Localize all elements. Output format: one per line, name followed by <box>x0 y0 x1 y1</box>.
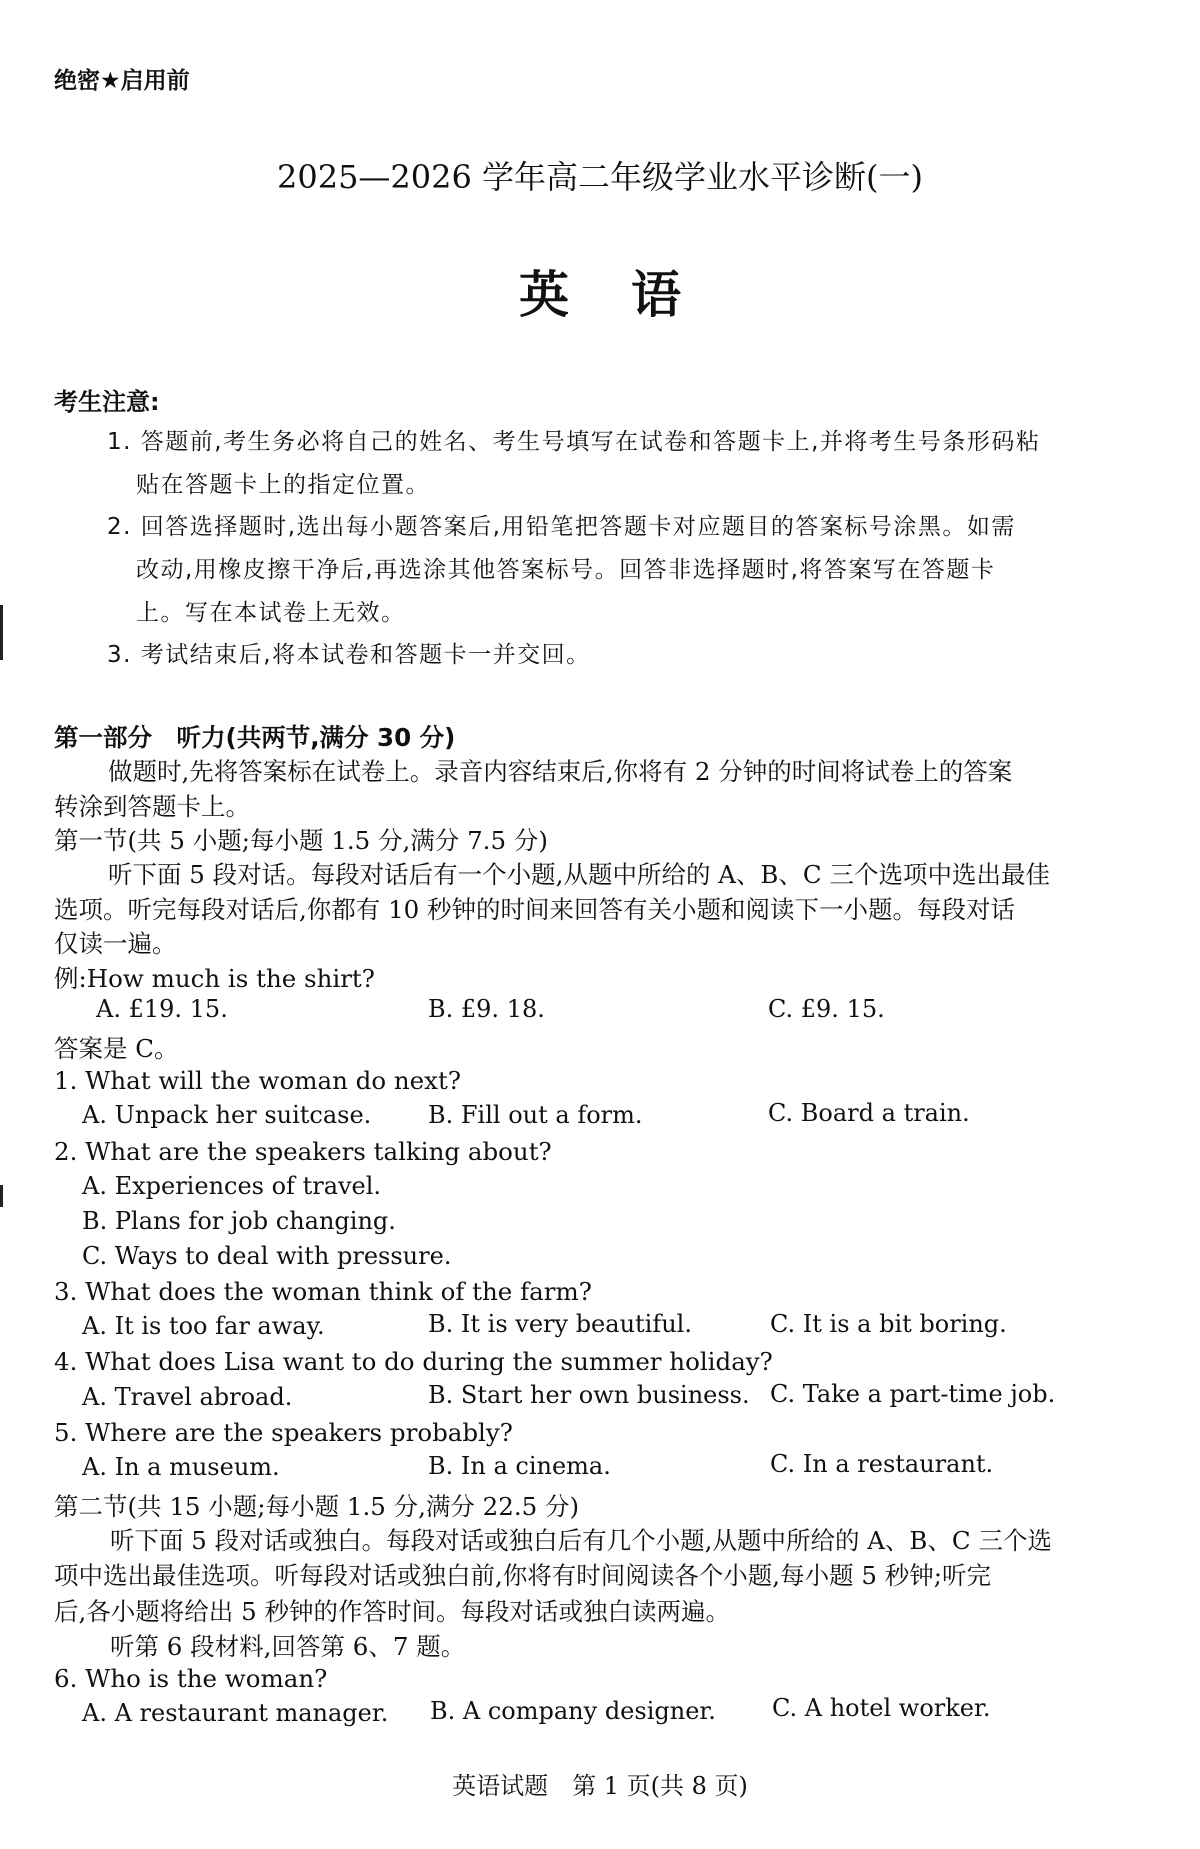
question-4: 4. What does Lisa want to do during the summer holiday? <box>54 1347 773 1376</box>
question-3-option-c: C. It is a bit boring. <box>770 1310 1007 1338</box>
question-1-option-b: B. Fill out a form. <box>428 1101 643 1129</box>
section2-intro-line-3: 后,各小题将给出 5 秒钟的作答时间。每段对话或独白读两遍。 <box>54 1597 730 1626</box>
confidential-label: 绝密★启用前 <box>54 68 190 94</box>
question-3: 3. What does the woman think of the farm? <box>54 1277 592 1306</box>
section1-heading: 第一节(共 5 小题;每小题 1.5 分,满分 7.5 分) <box>54 826 548 855</box>
question-4-option-b: B. Start her own business. <box>428 1381 750 1409</box>
notice-item-2-line-1: 2. 回答选择题时,选出每小题答案后,用铅笔把答题卡对应题目的答案标号涂黑。如需 <box>107 514 1016 540</box>
question-4-option-a: A. Travel abroad. <box>82 1383 293 1411</box>
section2-intro-line-1: 听下面 5 段对话或独白。每段对话或独白后有几个小题,从题中所给的 A、B、C 三个选 <box>110 1526 1052 1555</box>
section1-intro-line-1: 听下面 5 段对话。每段对话后有一个小题,从题中所给的 A、B、C 三个选项中选出最佳 <box>108 860 1050 889</box>
question-5: 5. Where are the speakers probably? <box>54 1418 513 1447</box>
question-5-option-a: A. In a museum. <box>82 1453 280 1481</box>
question-3-option-b: B. It is very beautiful. <box>428 1310 692 1338</box>
example-answer: 答案是 C。 <box>54 1034 179 1063</box>
question-2-option-c: C. Ways to deal with pressure. <box>82 1242 452 1270</box>
section1-intro-line-3: 仅读一遍。 <box>54 929 177 958</box>
part1-heading: 第一部分 听力(共两节,满分 30 分) <box>54 723 456 752</box>
question-6: 6. Who is the woman? <box>54 1664 328 1693</box>
question-1-option-a: A. Unpack her suitcase. <box>82 1101 372 1129</box>
notice-item-2-line-3: 上。写在本试卷上无效。 <box>136 600 406 626</box>
question-6-option-c: C. A hotel worker. <box>772 1694 991 1722</box>
question-2: 2. What are the speakers talking about? <box>54 1137 552 1166</box>
page-footer: 英语试题 第 1 页(共 8 页) <box>452 1772 748 1800</box>
notice-item-1-line-2: 贴在答题卡上的指定位置。 <box>136 472 430 498</box>
scan-edge-mark <box>0 605 3 660</box>
question-1: 1. What will the woman do next? <box>54 1066 461 1095</box>
question-6-option-b: B. A company designer. <box>430 1697 716 1725</box>
example-option-a: A. £19. 15. <box>96 995 228 1023</box>
part1-intro-line-2: 转涂到答题卡上。 <box>54 792 250 821</box>
section2-heading: 第二节(共 15 小题;每小题 1.5 分,满分 22.5 分) <box>54 1492 580 1521</box>
question-2-option-a: A. Experiences of travel. <box>82 1172 382 1200</box>
question-6-option-a: A. A restaurant manager. <box>82 1699 389 1727</box>
part1-intro-line-1: 做题时,先将答案标在试卷上。录音内容结束后,你将有 2 分钟的时间将试卷上的答案 <box>108 757 1013 786</box>
question-5-option-c: C. In a restaurant. <box>770 1450 994 1478</box>
material-6-instruction: 听第 6 段材料,回答第 6、7 题。 <box>110 1632 466 1661</box>
question-2-option-b: B. Plans for job changing. <box>82 1207 396 1235</box>
notice-item-2-line-2: 改动,用橡皮擦干净后,再选涂其他答案标号。回答非选择题时,将答案写在答题卡 <box>136 557 996 583</box>
example-option-b: B. £9. 18. <box>428 995 545 1023</box>
notice-item-3: 3. 考试结束后,将本试卷和答题卡一并交回。 <box>107 642 591 668</box>
example-option-c: C. £9. 15. <box>768 995 885 1023</box>
scan-edge-mark <box>0 1185 3 1207</box>
notice-heading: 考生注意: <box>54 388 160 416</box>
question-1-option-c: C. Board a train. <box>768 1099 970 1127</box>
exam-title: 2025—2026 学年高二年级学业水平诊断(一) <box>276 158 924 196</box>
question-5-option-b: B. In a cinema. <box>428 1452 611 1480</box>
notice-item-1-line-1: 1. 答题前,考生务必将自己的姓名、考生号填写在试卷和答题卡上,并将考生号条形码粘 <box>107 429 1041 455</box>
section2-intro-line-2: 项中选出最佳选项。听每段对话或独白前,你将有时间阅读各个小题,每小题 5 秒钟;听完 <box>54 1561 991 1590</box>
example-question: 例:How much is the shirt? <box>54 964 375 993</box>
section1-intro-line-2: 选项。听完每段对话后,你都有 10 秒钟的时间来回答有关小题和阅读下一小题。每段对话 <box>54 895 1016 924</box>
subject-title: 英语 <box>519 266 743 324</box>
question-3-option-a: A. It is too far away. <box>82 1312 325 1340</box>
question-4-option-c: C. Take a part-time job. <box>770 1380 1056 1408</box>
